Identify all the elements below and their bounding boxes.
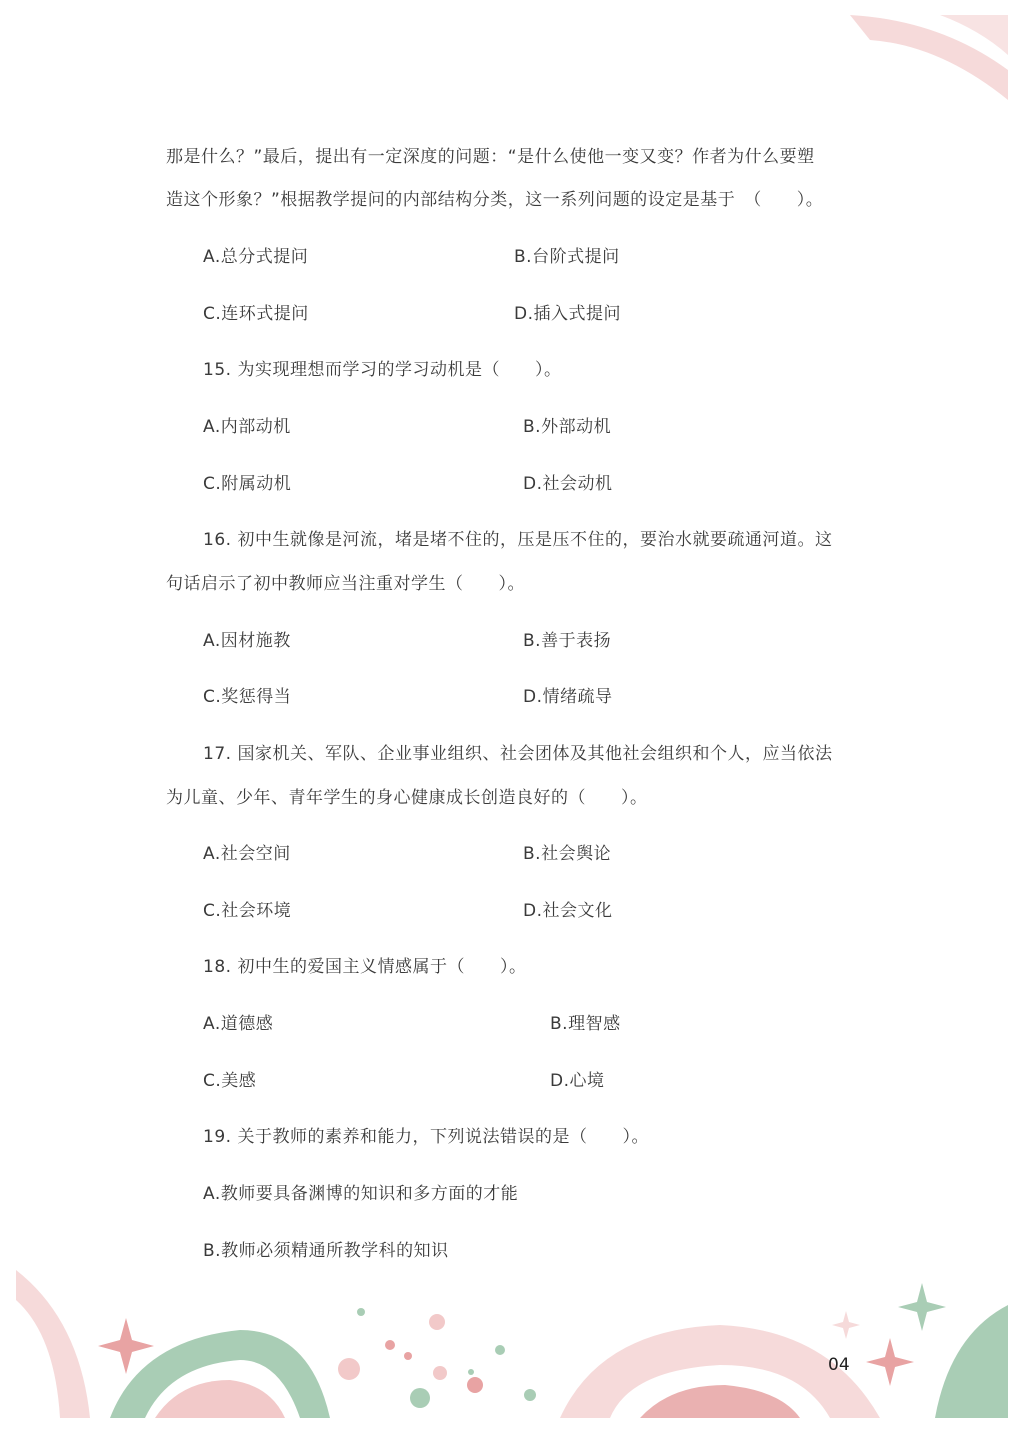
q15-option-c: C.附属动机 [203, 474, 292, 494]
q15-option-b: B.外部动机 [523, 417, 612, 437]
sparkle-icon [898, 1283, 946, 1331]
q16-stem-line2: 句话启示了初中教师应当注重对学生（ ）。 [166, 574, 525, 594]
q19-stem: 19. 关于教师的素养和能力，下列说法错误的是（ ）。 [203, 1127, 649, 1147]
dot-decoration [410, 1388, 430, 1408]
bottom-right-arc-decoration [560, 1305, 1008, 1418]
q18-stem: 18. 初中生的爱国主义情感属于（ ）。 [203, 957, 527, 977]
q16-option-d: D.情绪疏导 [523, 687, 613, 707]
q15-option-a: A.内部动机 [203, 417, 291, 437]
q14-option-a: A.总分式提问 [203, 247, 309, 267]
dot-decoration [385, 1340, 395, 1350]
dot-decoration [524, 1389, 536, 1401]
dot-decoration [433, 1366, 447, 1380]
q14-option-b: B.台阶式提问 [514, 247, 620, 267]
q15-option-d: D.社会动机 [523, 474, 613, 494]
dot-decoration [467, 1377, 483, 1393]
q14-option-d: D.插入式提问 [514, 304, 621, 324]
q14-option-c: C.连环式提问 [203, 304, 309, 324]
sparkle-icon [866, 1338, 914, 1386]
dot-decoration [357, 1308, 365, 1316]
dot-decoration [338, 1358, 360, 1380]
sparkle-icon [832, 1311, 860, 1339]
dot-decoration [468, 1369, 474, 1375]
q19-option-b: B.教师必须精通所教学科的知识 [203, 1241, 449, 1261]
q18-option-c: C.美感 [203, 1071, 257, 1091]
q17-stem-line1: 17. 国家机关、军队、企业事业组织、社会团体及其他社会组织和个人，应当依法 [203, 744, 833, 764]
dot-decoration [404, 1352, 412, 1360]
q17-option-a: A.社会空间 [203, 844, 291, 864]
q16-option-a: A.因材施教 [203, 631, 291, 651]
q15-stem: 15. 为实现理想而学习的学习动机是（ ）。 [203, 360, 562, 380]
q18-option-d: D.心境 [550, 1071, 605, 1091]
q16-stem-line1: 16. 初中生就像是河流，堵是堵不住的，压是压不住的，要治水就要疏通河道。这 [203, 530, 833, 550]
bottom-left-arc-decoration [16, 1270, 330, 1418]
q17-option-c: C.社会环境 [203, 901, 292, 921]
sparkle-icon [98, 1318, 154, 1374]
q14-stem-line2: 造这个形象？”根据教学提问的内部结构分类，这一系列问题的设定是基于 （ ）。 [166, 190, 824, 210]
q14-stem-line1: 那是什么？”最后，提出有一定深度的问题：“是什么使他一变又变？作者为什么要塑 [166, 147, 815, 167]
q16-option-c: C.奖惩得当 [203, 687, 292, 707]
q19-option-a: A.教师要具备渊博的知识和多方面的才能 [203, 1184, 519, 1204]
q17-option-b: B.社会舆论 [523, 844, 612, 864]
dot-decoration [429, 1314, 445, 1330]
q18-option-b: B.理智感 [550, 1014, 621, 1034]
top-right-arc-decoration [850, 15, 1008, 100]
q16-option-b: B.善于表扬 [523, 631, 612, 651]
page-number: 04 [828, 1355, 850, 1375]
q17-option-d: D.社会文化 [523, 901, 613, 921]
q18-option-a: A.道德感 [203, 1014, 274, 1034]
dot-decoration [495, 1345, 505, 1355]
q17-stem-line2: 为儿童、少年、青年学生的身心健康成长创造良好的（ ）。 [166, 788, 648, 808]
